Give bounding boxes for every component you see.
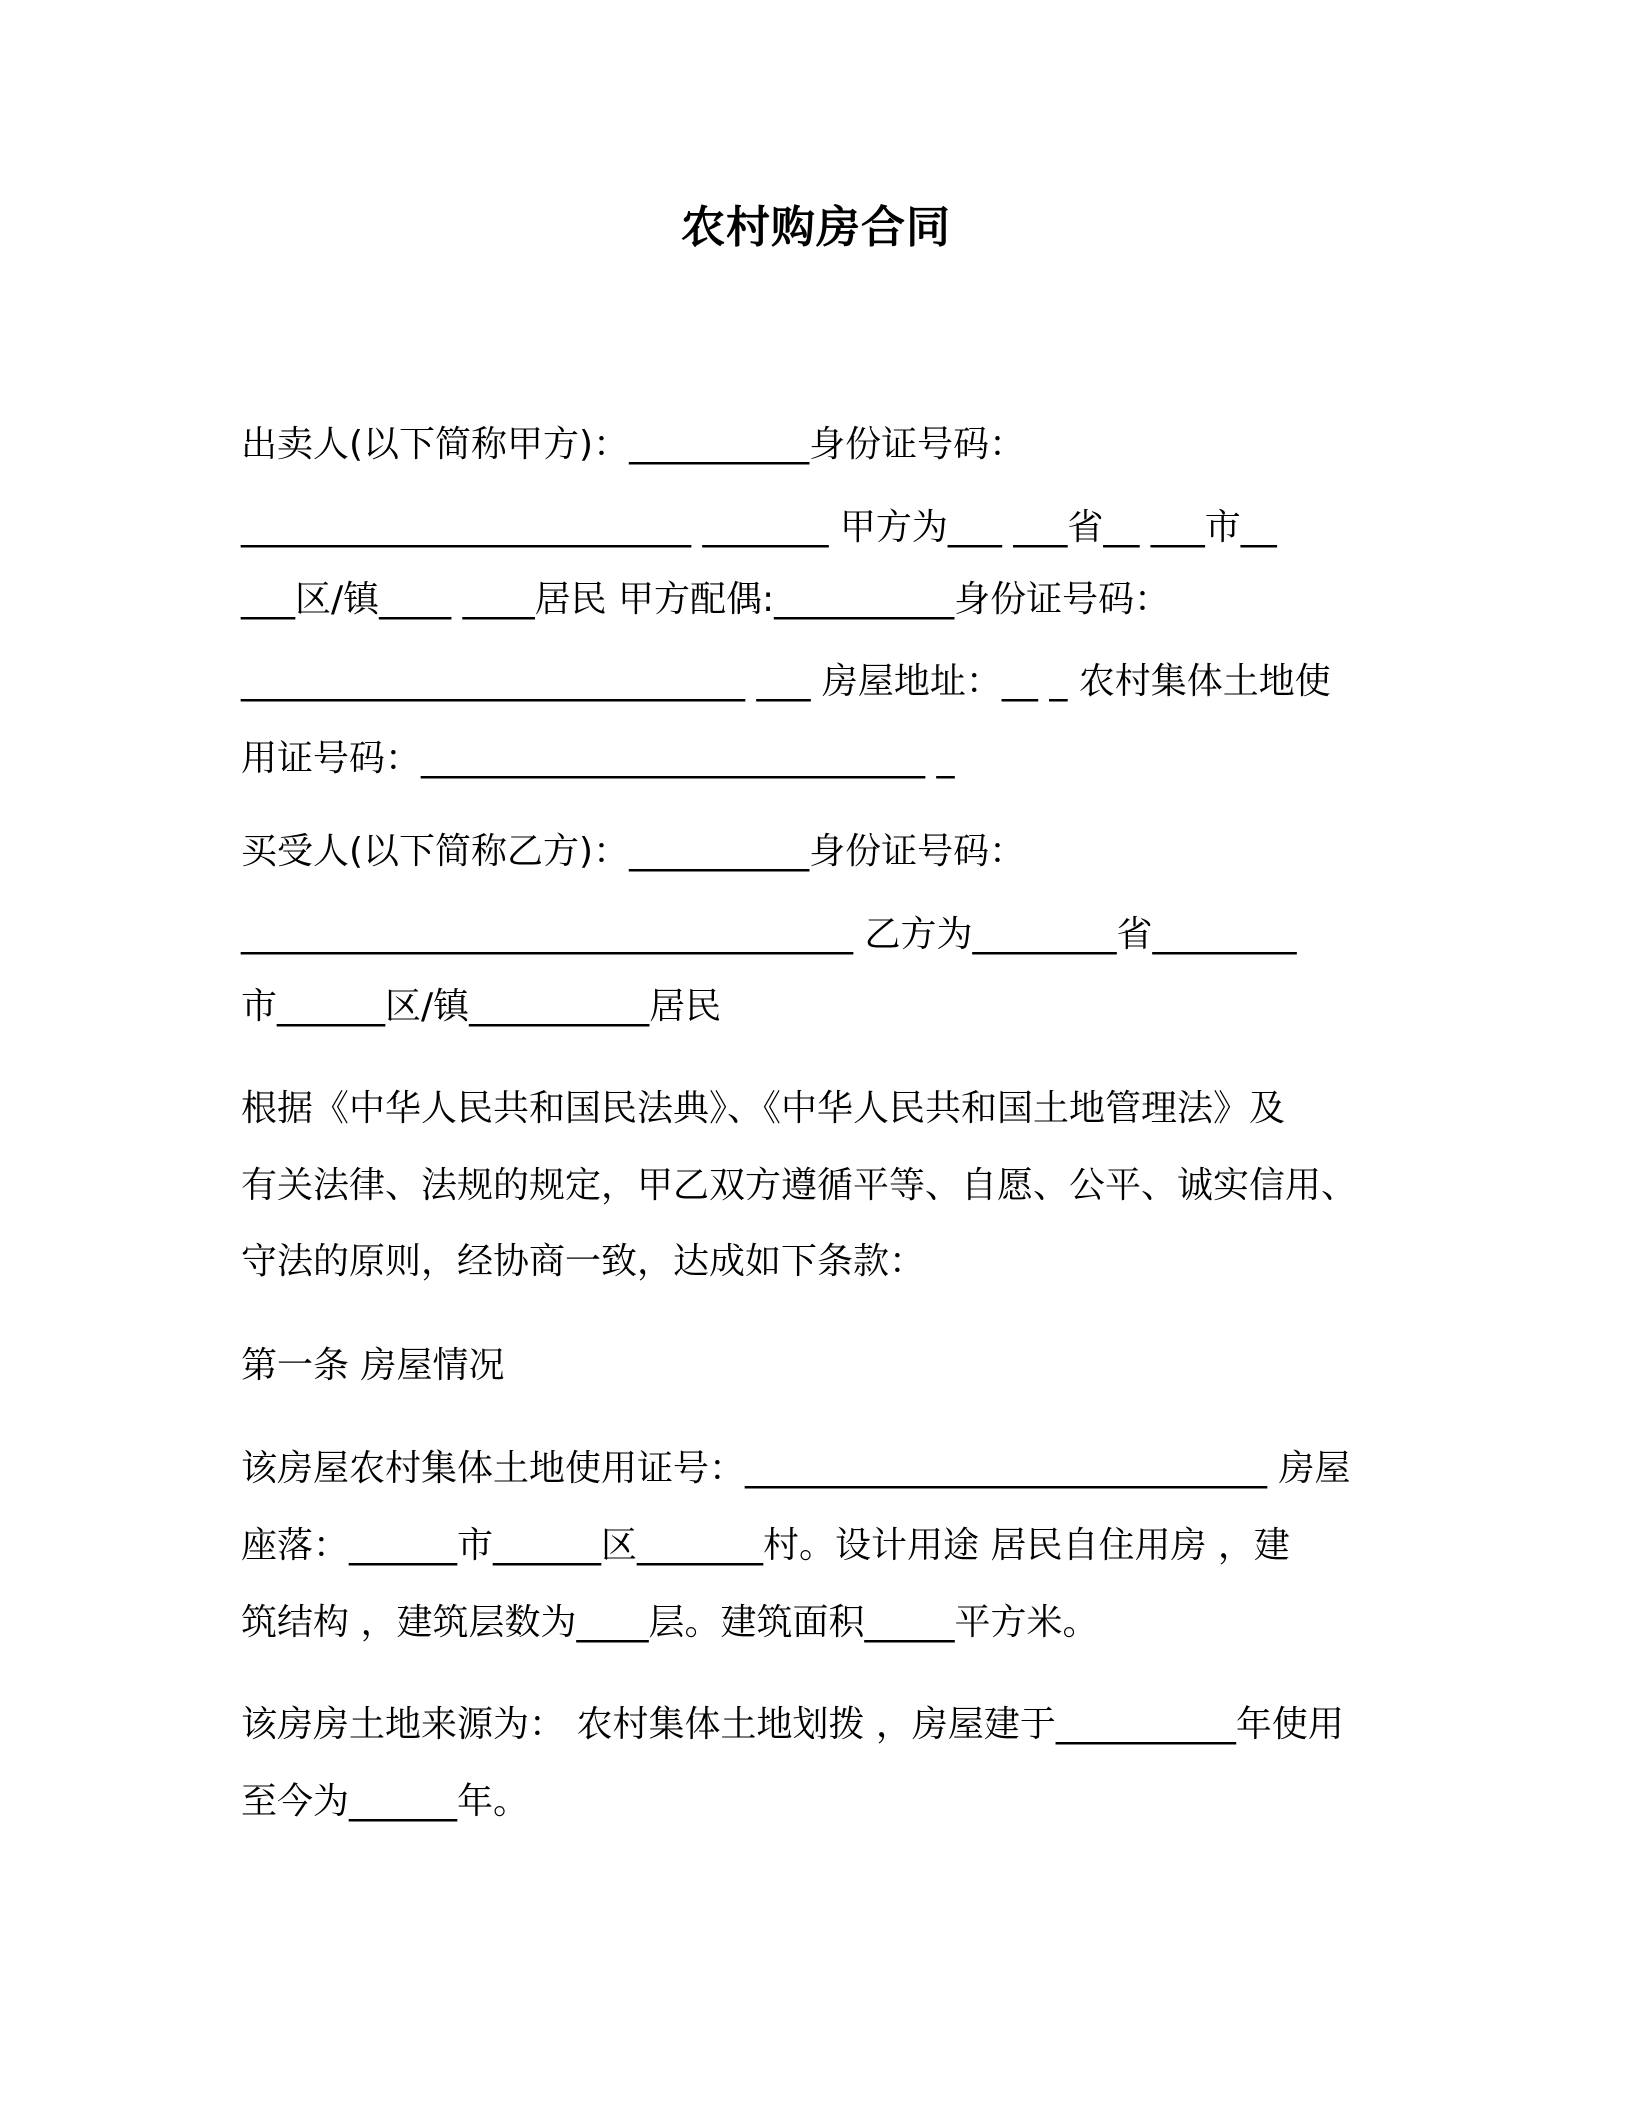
house-address-line: ____________________________ ___ 房屋地址：__ _ 农村集体土地使 [241, 661, 1331, 702]
preamble-line-3: 守法的原则，经协商一致，达成如下条款： [241, 1241, 926, 1282]
buyer-line: 买受人(以下简称乙方)：__________身份证号码： [241, 831, 1026, 872]
document-title: 农村购房合同 [681, 202, 951, 253]
land-source-line-2: 至今为______年。 [241, 1781, 530, 1822]
buyer-residence-line: 市______区/镇__________居民 [241, 986, 722, 1027]
seller-spouse-line: ___区/镇____ ____居民 甲方配偶:__________身份证号码： [241, 579, 1171, 620]
seller-line: 出卖人(以下简称甲方)：__________身份证号码： [241, 424, 1026, 465]
land-source-line-1: 该房房土地来源为： 农村集体土地划拨 ，房屋建于__________年使用 [241, 1704, 1344, 1745]
article-one-line-1: 该房屋农村集体土地使用证号：_____________________________ 房屋 [241, 1448, 1351, 1489]
article-one-line-2: 座落：______市______区_______村。设计用途 居民自住用房 ，建 [241, 1525, 1290, 1566]
buyer-address-line: __________________________________ 乙方为________省________ [241, 914, 1297, 955]
article-one-heading: 第一条 房屋情况 [241, 1345, 505, 1386]
preamble-line-2: 有关法律、法规的规定，甲乙双方遵循平等、自愿、公平、诚实信用、 [241, 1165, 1358, 1206]
article-one-line-3: 筑结构 ，建筑层数为____层。建筑面积_____平方米。 [241, 1602, 1099, 1643]
preamble-line-1: 根据《中华人民共和国民法典》、《中华人民共和国土地管理法》及 [241, 1088, 1286, 1129]
seller-address-line: _________________________ _______ 甲方为___ ___省__ ___市__ [241, 507, 1277, 548]
land-certificate-line: 用证号码：____________________________ _ [241, 738, 955, 779]
